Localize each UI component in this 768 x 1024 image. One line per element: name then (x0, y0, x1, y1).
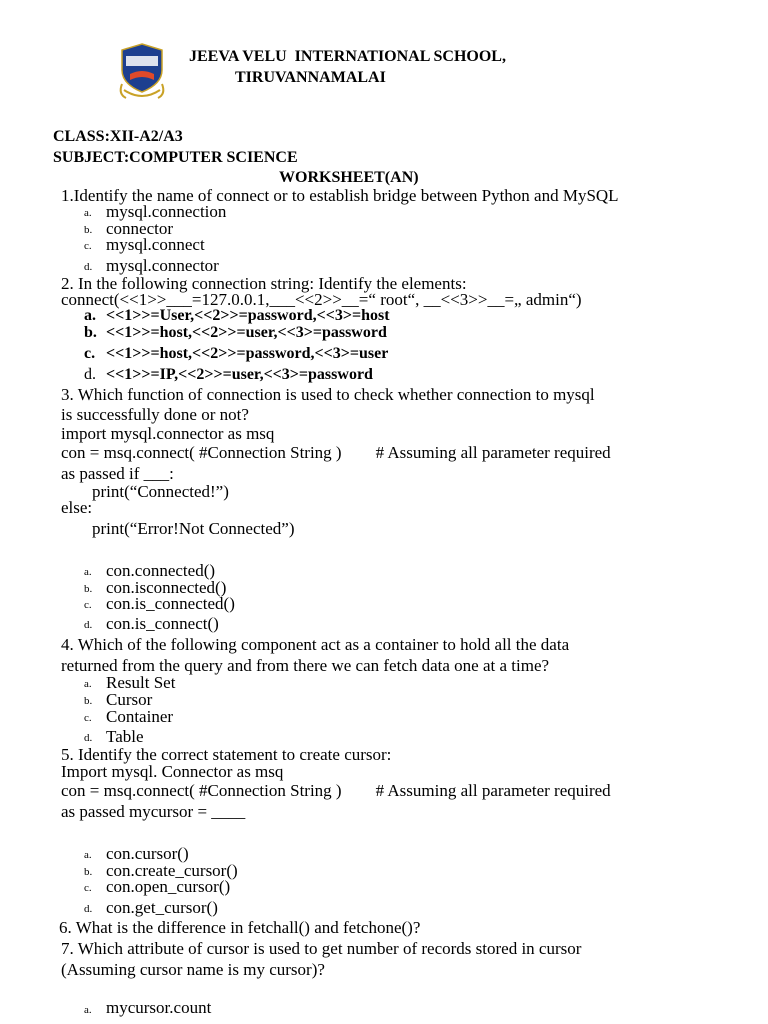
question-5-text: 5. Identify the correct statement to create cursor: (61, 745, 392, 764)
question-4-text: returned from the query and from there we can fetch data one at a time? (61, 656, 550, 675)
option-text: <<1>>=IP,<<2>>=user,<<3>=password (106, 366, 373, 383)
option-marker: a. (84, 678, 92, 690)
option-marker: a. (84, 1004, 92, 1016)
option-text: Cursor (106, 690, 153, 709)
option-text: mysql.connection (106, 202, 227, 221)
question-6-text: 6. What is the difference in fetchall() and fetchone()? (59, 918, 421, 937)
option-text: con.cursor() (106, 844, 189, 863)
option-marker: b. (84, 324, 97, 341)
option-text: Container (106, 707, 174, 726)
option-marker: a. (84, 307, 96, 324)
code-line: Import mysql. Connector as msq (61, 762, 284, 781)
question-3-text: 3. Which function of connection is used to check whether connection to mysql (61, 385, 595, 404)
option-marker: a. (84, 566, 92, 578)
option-text: <<1>>=host,<<2>>=user,<<3>=password (106, 324, 387, 341)
option-marker: c. (84, 345, 96, 362)
option-text: mysql.connector (106, 256, 219, 275)
school-name: JEEVA VELU INTERNATIONAL SCHOOL, (189, 48, 506, 65)
question-4-text: 4. Which of the following component act as a container to hold all the data (61, 635, 570, 654)
option-marker: c. (84, 712, 92, 724)
option-marker: c. (84, 599, 92, 611)
code-line: print(“Connected!”) (92, 482, 229, 501)
option-text: Result Set (106, 673, 176, 692)
option-text: con.connected() (106, 561, 216, 580)
option-marker: d. (84, 619, 93, 631)
option-marker: d. (84, 903, 93, 915)
option-text: con.is_connected() (106, 594, 235, 613)
code-line: import mysql.connector as msq (61, 424, 275, 443)
question-2-code: connect(<<1>>___=127.0.0.1,___<<2>>__=“ root“, __<<3>>__=„ admin“) (61, 290, 582, 309)
class-line: CLASS:XII-A2/A3 (53, 128, 183, 145)
option-marker: a. (84, 849, 92, 861)
code-line: con = msq.connect( #Connection String ) # Assuming all parameter required (61, 781, 611, 800)
question-7-text: (Assuming cursor name is my cursor)? (61, 960, 325, 979)
code-line: as passed if ___: (61, 464, 174, 483)
school-location: TIRUVANNAMALAI (235, 69, 386, 86)
worksheet-title: WORKSHEET(AN) (279, 169, 419, 186)
question-2-text: 2. In the following connection string: Identify the elements: (61, 274, 467, 293)
option-marker: b. (84, 695, 93, 707)
option-text: con.open_cursor() (106, 877, 231, 896)
option-text: con.is_connect() (106, 614, 219, 633)
option-marker: b. (84, 224, 93, 236)
subject-line: SUBJECT:COMPUTER SCIENCE (53, 149, 298, 166)
option-text: con.get_cursor() (106, 898, 218, 917)
option-marker: d. (84, 366, 96, 383)
option-marker: c. (84, 240, 92, 252)
option-text: mycursor.count (106, 998, 212, 1017)
option-text: <<1>>=User,<<2>>=password,<<3>=host (106, 307, 390, 324)
option-marker: a. (84, 207, 92, 219)
option-marker: b. (84, 583, 93, 595)
school-logo (114, 40, 170, 106)
option-text: con.create_cursor() (106, 861, 238, 880)
option-text: Table (106, 727, 144, 746)
option-text: con.isconnected() (106, 578, 227, 597)
option-text: mysql.connect (106, 235, 205, 254)
question-3-text: is successfully done or not? (61, 405, 249, 424)
question-7-text: 7. Which attribute of cursor is used to get number of records stored in cursor (61, 939, 582, 958)
option-marker: b. (84, 866, 93, 878)
code-line: else: (61, 498, 93, 517)
option-text: connector (106, 219, 174, 238)
option-marker: d. (84, 732, 93, 744)
option-marker: c. (84, 882, 92, 894)
question-1-text: 1.Identify the name of connect or to establish bridge between Python and MySQL (61, 186, 619, 205)
option-text: <<1>>=host,<<2>>=password,<<3>=user (106, 345, 389, 362)
option-marker: d. (84, 261, 93, 273)
code-line: con = msq.connect( #Connection String ) # Assuming all parameter required (61, 443, 611, 462)
code-line: print(“Error!Not Connected”) (92, 519, 295, 538)
code-line: as passed mycursor = ____ (61, 802, 246, 821)
